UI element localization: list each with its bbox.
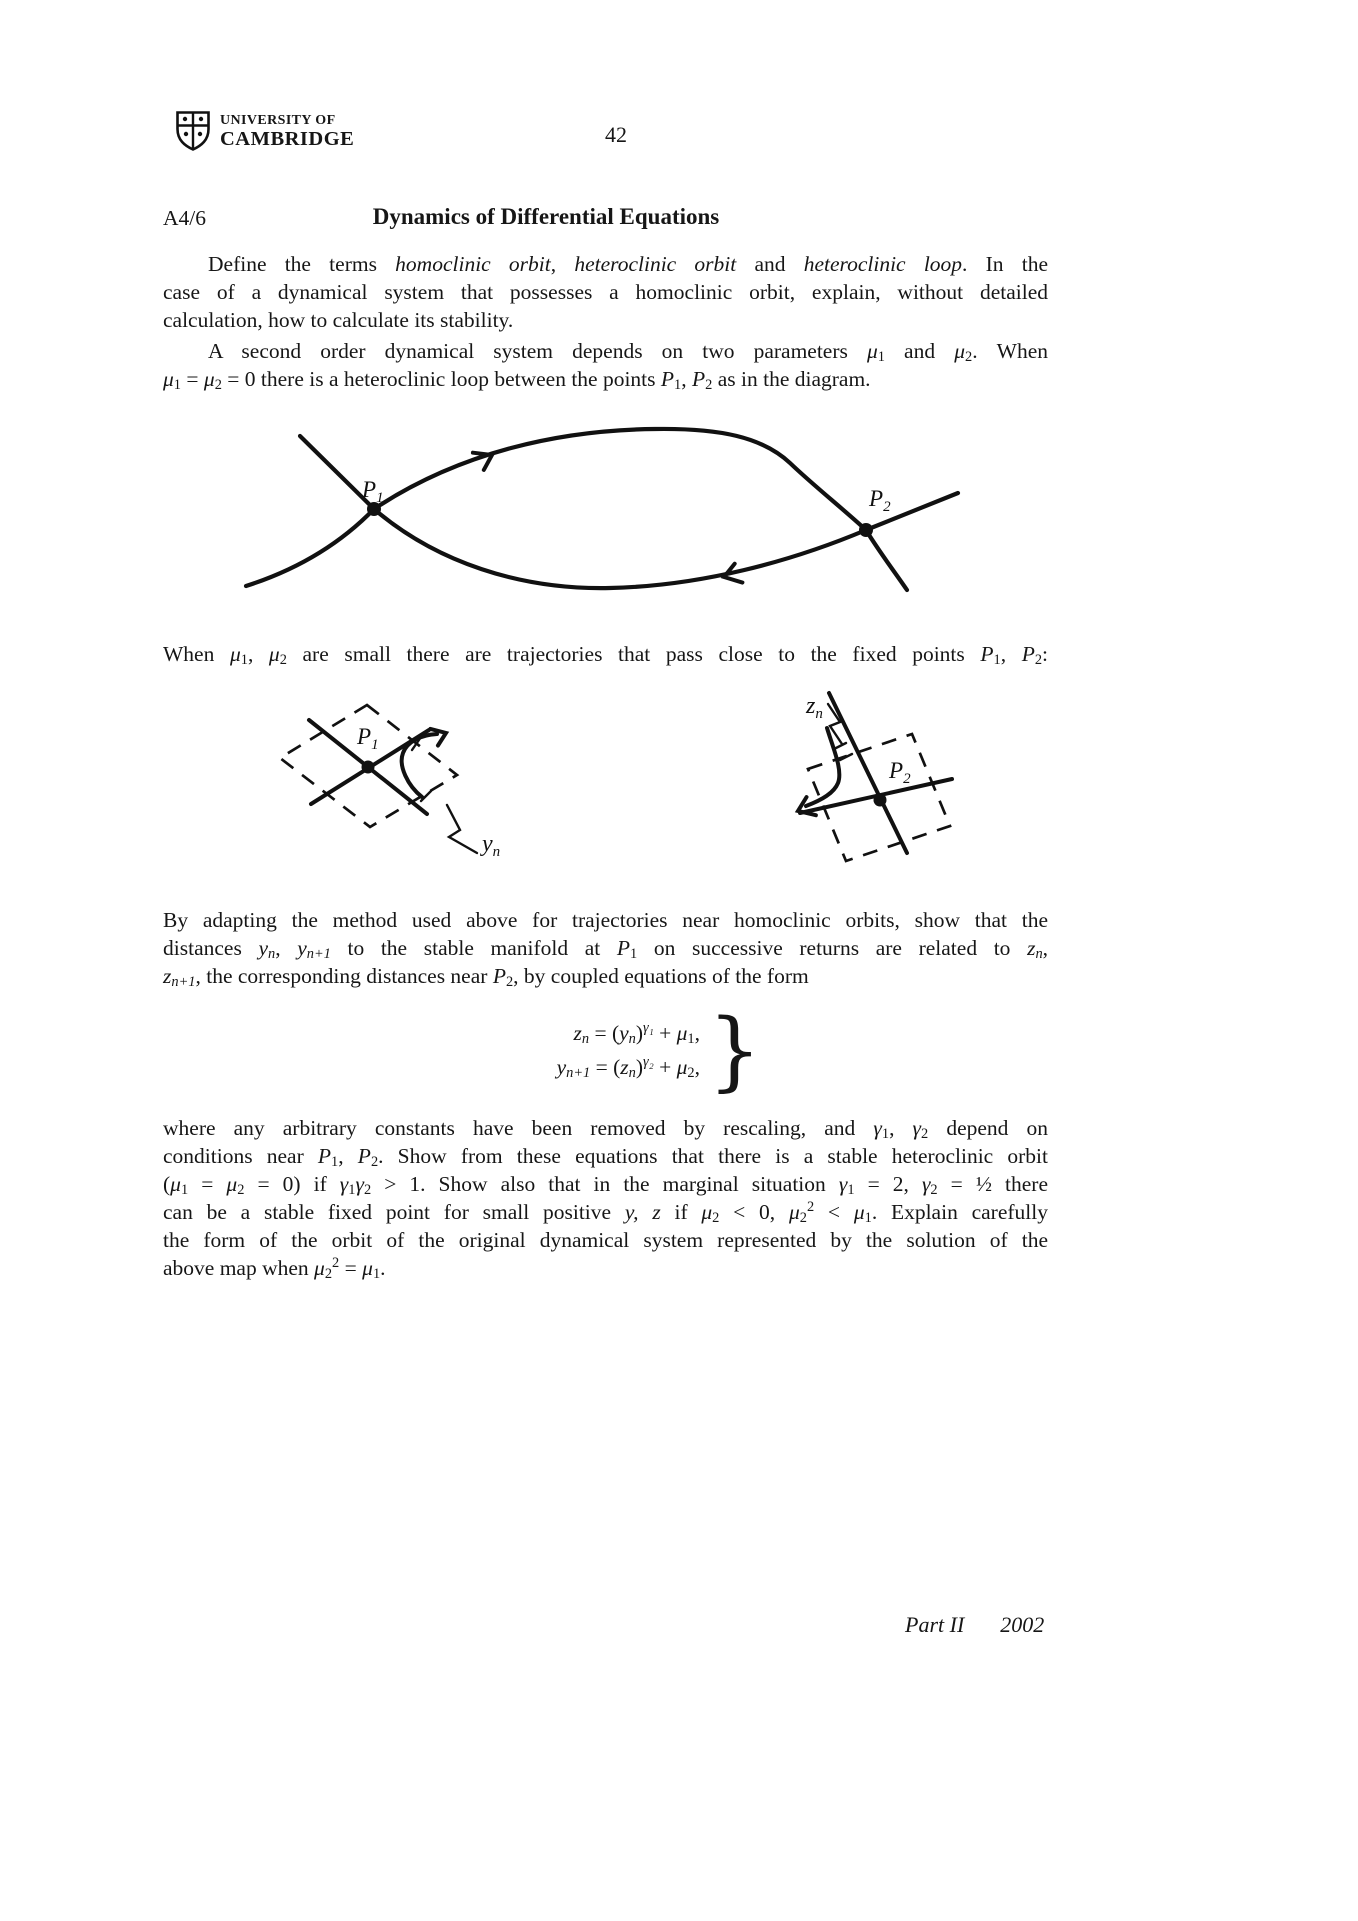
university-crest xyxy=(175,110,354,152)
text-line: distances $y_n$, $y_{n+1}$ to the stable manifold at $P_1$ on successive returns are related to $z_n$, xyxy=(163,936,1049,963)
equation-column xyxy=(495,1016,700,1084)
p1-unstable-branch xyxy=(246,509,374,586)
text-line: When $\mu_1$, $\mu_2$ are small there are trajectories that pass close to the fixed points $P_1$, $P_2$: xyxy=(163,642,1049,669)
university-name-line1: UNIVERSITY OF xyxy=(220,112,336,128)
cambridge-crest-icon xyxy=(175,110,211,152)
tick-mark xyxy=(834,743,846,749)
text-line: $(\mu_1 = \mu_2 = 0)$ if $\gamma_1\gamma_2 > 1$. Show also that in the marginal situation $\gamma_1 = 2$, $\gamma_2$ = ½ there xyxy=(163,1172,1048,1199)
diagram-heteroclinic-loop xyxy=(150,415,1050,615)
page-number: 42 xyxy=(605,122,627,147)
diagram-local-trajectories xyxy=(150,690,1050,875)
footer-part: Part II xyxy=(905,1612,965,1637)
text-line: above map when $\mu_2^2 = \mu_1$. xyxy=(163,1255,386,1283)
p2-label: $P_2$ xyxy=(889,758,911,787)
crest-mark xyxy=(184,132,188,136)
near-p1-diagram xyxy=(280,705,500,860)
footer-year: 2002 xyxy=(1000,1612,1045,1637)
question-code: A4/6 xyxy=(163,206,206,230)
text-line: A second order dynamical system depends on two parameters $\mu_1$ and $\mu_2$. When xyxy=(208,339,1048,366)
fixed-point-p2-dot xyxy=(874,794,887,807)
text-line: can be a stable fixed point for small positive y, z if $\mu_2 < 0$, $\mu_2^2 < \mu_1$. Explain carefully xyxy=(163,1199,1048,1227)
university-name-line2: CAMBRIDGE xyxy=(220,127,355,150)
paragraph-small-mu xyxy=(163,640,1048,668)
equation-line-1: $z_n = (y_n)^{\gamma_1} + \mu_1$, xyxy=(573,1020,700,1048)
equation-line-2: $y_{n+1} = (z_n)^{\gamma_2} + \mu_2$, xyxy=(556,1054,700,1082)
fixed-point-p1-dot xyxy=(362,761,375,774)
paragraph-definitions xyxy=(163,250,1048,334)
paragraph-discussion xyxy=(163,1114,1048,1282)
text-line: $\mu_1 = \mu_2 = 0$ there is a heteroclinic loop between the points $P_1$, $P_2$ as in the diagram. xyxy=(163,367,871,394)
fixed-point-p2-dot xyxy=(859,523,873,537)
p2-label: $P_2$ xyxy=(869,486,891,515)
crest-mark xyxy=(198,132,202,136)
trajectory-curve xyxy=(402,734,437,797)
text-line: $z_{n+1}$, the corresponding distances near $P_2$, by coupled equations of the form xyxy=(163,964,809,991)
crest-mark xyxy=(199,117,203,121)
equation-block xyxy=(495,999,762,1101)
text-line: the form of the orbit of the original dynamical system represented by the solution of the xyxy=(163,1228,1048,1252)
zn-label: $z_n$ xyxy=(806,693,823,722)
university-name xyxy=(220,113,354,150)
p1-label: $P_1$ xyxy=(357,724,379,753)
near-p2-diagram xyxy=(795,693,952,861)
text-line: calculation, how to calculate its stability. xyxy=(163,308,514,332)
question-title: Dynamics of Differential Equations xyxy=(372,204,720,229)
paragraph-method xyxy=(163,906,1048,990)
text-line: case of a dynamical system that possesses a homoclinic orbit, explain, without detailed xyxy=(163,280,1048,304)
crest-mark xyxy=(183,117,187,121)
page-footer xyxy=(905,1612,1044,1638)
p2-branch-lower xyxy=(866,530,907,590)
text-line: conditions near $P_1$, $P_2$. Show from these equations that there is a stable heteroclinic orbit xyxy=(163,1144,1048,1171)
text-line: where any arbitrary constants have been removed by rescaling, and $\gamma_1$, $\gamma_2$ depend on xyxy=(163,1116,1048,1143)
yn-label: $y_n$ xyxy=(482,831,501,860)
p1-label: $P_1$ xyxy=(362,477,384,506)
paragraph-system xyxy=(163,337,1048,393)
yn-leader-zigzag xyxy=(447,805,477,853)
equation-right-brace: } xyxy=(708,999,762,1101)
question-heading xyxy=(163,206,1048,236)
lower-loop-curve xyxy=(374,509,866,588)
text-line: By adapting the method used above for trajectories near homoclinic orbits, show that the xyxy=(163,908,1048,932)
text-line: Define the terms homoclinic orbit, heteroclinic orbit and heteroclinic loop. In the xyxy=(208,252,1049,276)
upper-loop-curve xyxy=(374,429,866,530)
